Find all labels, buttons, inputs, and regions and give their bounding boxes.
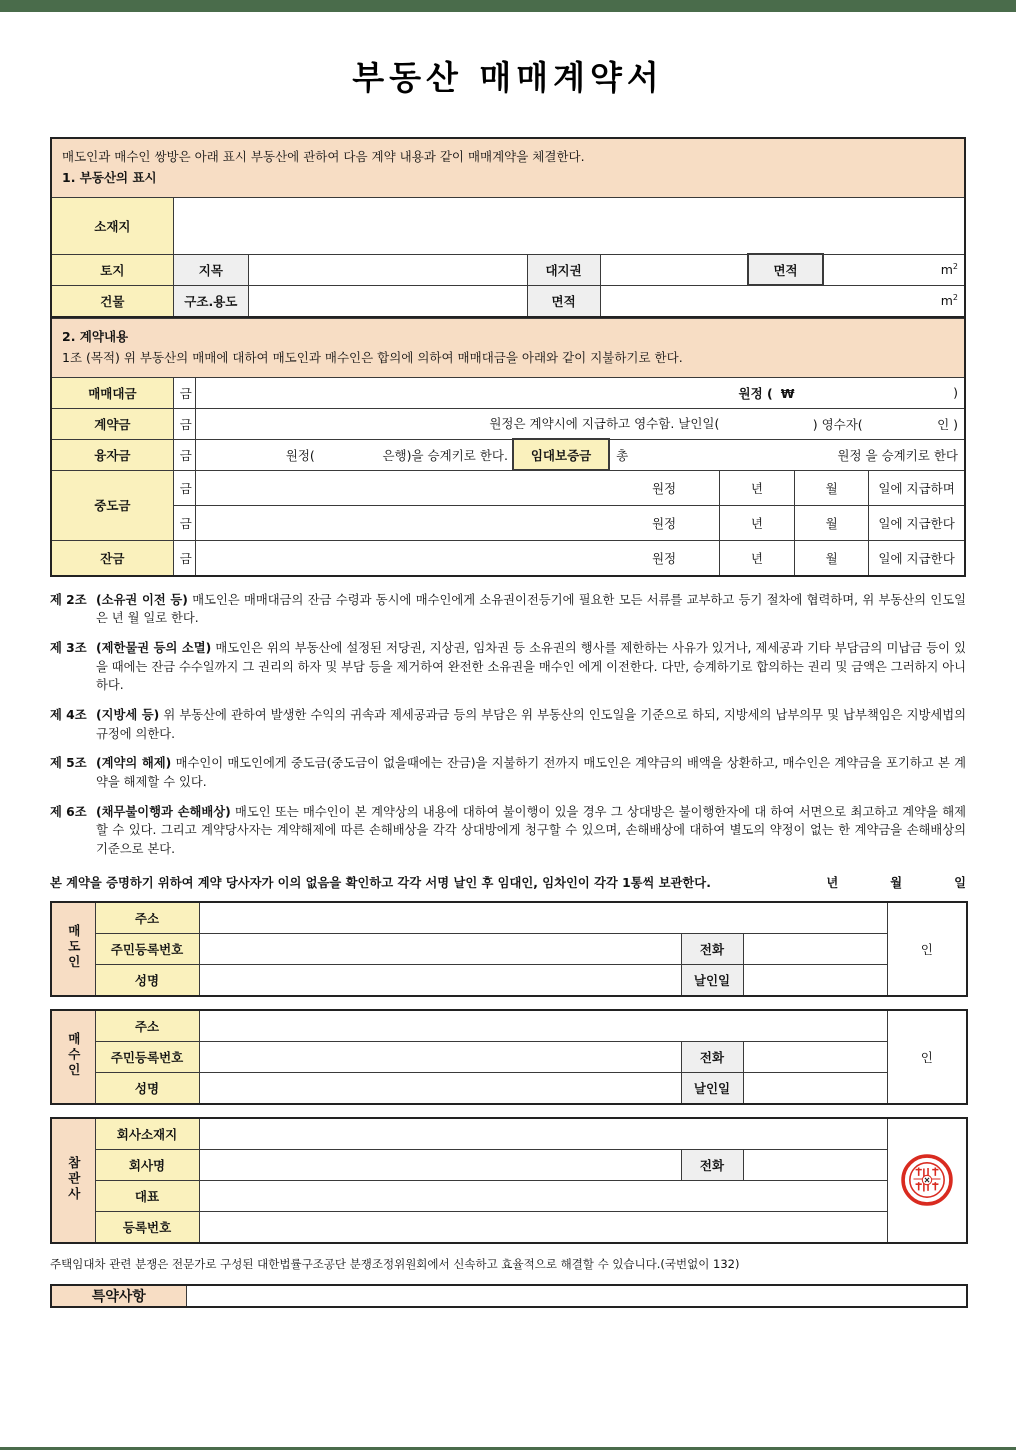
clause-item <box>50 706 966 743</box>
clause-text <box>96 706 966 743</box>
field-interim-1-day[interactable] <box>869 470 965 505</box>
clause-number: 제 4조 <box>50 707 87 722</box>
label-interim-payment: 중도금 <box>51 470 173 540</box>
table-row <box>51 377 965 408</box>
label-seller <box>51 902 95 996</box>
prefix-geum: 금 <box>173 377 195 408</box>
seal-mark-text: 인 <box>920 941 933 957</box>
clause-item <box>50 591 966 628</box>
field-buyer-phone[interactable] <box>743 1041 887 1072</box>
label-year: 년 <box>750 550 763 566</box>
label-wonjeong: 원정 <box>609 470 719 505</box>
text-in-close: 인 ) <box>937 416 958 432</box>
field-down-payment[interactable] <box>195 408 719 439</box>
label-buyer-id: 주민등록번호 <box>95 1041 199 1072</box>
clause-title: (계약의 해제) <box>96 756 172 771</box>
table-row <box>51 1211 967 1243</box>
label-site-right: 대지권 <box>527 254 600 285</box>
field-land-area[interactable] <box>823 254 965 285</box>
prefix-geum: 금 <box>173 470 195 505</box>
clause-text <box>96 803 966 859</box>
field-loan[interactable] <box>195 439 513 470</box>
contract-band-line-2: 1조 (목적) 위 부동산의 매매에 대하여 매도인과 매수인은 합의에 의하여 매매대금을 아래와 같이 지불하기로 한다. <box>62 350 683 366</box>
table-row <box>51 1072 967 1104</box>
company-seal-icon <box>901 1154 953 1206</box>
field-interim-2-day[interactable] <box>869 505 965 540</box>
table-row <box>51 1041 967 1072</box>
table-row <box>51 540 965 576</box>
field-structure-use[interactable] <box>248 285 527 317</box>
clause-content: 위 부동산에 관하여 발생한 수익의 귀속과 제세공과금 등의 부담은 위 부동산의 인도일을 기준으로 하되, 지방세의 납부의무 및 납부책임은 지방세법의 규정에 의한다. <box>96 707 966 741</box>
intro-line-1: 매도인과 매수인 쌍방은 아래 표시 부동산에 관하여 다음 계약 내용과 같이 매매계약을 체결한다. <box>62 149 585 164</box>
document-page <box>0 12 1016 1308</box>
field-seller-address[interactable] <box>199 902 887 934</box>
label-balance: 잔금 <box>51 540 173 576</box>
field-building-area[interactable] <box>600 285 965 317</box>
field-rent-deposit[interactable] <box>719 439 965 470</box>
field-buyer-address[interactable] <box>199 1010 887 1042</box>
text-down-payment-receipt: 원정은 계약시에 지급하고 영수함. 날인일( <box>489 416 720 432</box>
label-year: 년 <box>750 515 763 531</box>
label-month: 월 <box>825 550 838 566</box>
field-seller-name[interactable] <box>199 964 681 996</box>
label-buyer-sealdate: 날인일 <box>681 1072 743 1104</box>
seal-mark-text: 인 <box>920 1049 933 1065</box>
field-balance-year[interactable] <box>719 540 794 576</box>
label-down-payment: 계약금 <box>51 408 173 439</box>
unit-sqm-exponent: 2 <box>952 262 958 272</box>
clause-content: 매도인은 매매대금의 잔금 수령과 동시에 매수인에게 소유권이전등기에 필요한 모든 서류를 교부하고 등기 절차에 협력하며, 위 부동산의 인도일은 년 월 일로 한다. <box>96 592 966 626</box>
field-special-terms[interactable] <box>186 1285 967 1307</box>
table-row <box>51 902 967 934</box>
field-site-right[interactable] <box>600 254 748 285</box>
clause-title: (소유권 이전 등) <box>96 592 188 607</box>
prefix-geum: 금 <box>173 505 195 540</box>
label-building-area: 면적 <box>527 285 600 317</box>
text-rent-succeed: 원정 을 승계키로 한다 <box>837 447 958 463</box>
won-symbol-icon: ₩ <box>780 385 795 401</box>
field-land-category[interactable] <box>248 254 527 285</box>
table-row <box>51 254 965 285</box>
field-seller-phone[interactable] <box>743 933 887 964</box>
field-representative[interactable] <box>199 1180 887 1211</box>
label-buyer-name: 성명 <box>95 1072 199 1104</box>
field-purchase-price-numeric[interactable] <box>795 377 965 408</box>
field-balance-month[interactable] <box>795 540 869 576</box>
label-seller-phone: 전화 <box>681 933 743 964</box>
field-broker-seal[interactable] <box>887 1118 967 1243</box>
broker-table <box>50 1117 968 1244</box>
field-buyer-name[interactable] <box>199 1072 681 1104</box>
text-loan-bank: 은행)을 승계키로 한다. <box>382 447 508 463</box>
table-row <box>51 1285 967 1307</box>
prefix-geum: 금 <box>173 439 195 470</box>
field-registration-number[interactable] <box>199 1211 887 1243</box>
label-land: 토지 <box>51 254 173 285</box>
contract-band-line-1: 2. 계약내용 <box>62 328 129 344</box>
page-title: 부동산 매매계약서 <box>352 58 664 97</box>
label-company-phone: 전화 <box>681 1149 743 1180</box>
label-land-category: 지목 <box>173 254 248 285</box>
unit-sqm: m <box>940 262 953 278</box>
label-year: 년 <box>750 480 763 496</box>
clause-number: 제 6조 <box>50 804 87 819</box>
label-month: 월 <box>825 515 838 531</box>
table-row <box>51 408 965 439</box>
clause-number: 제 5조 <box>50 756 87 771</box>
clause-title: (지방세 등) <box>96 707 160 722</box>
field-buyer-id[interactable] <box>199 1041 681 1072</box>
field-receiver[interactable] <box>869 408 965 439</box>
contract-table <box>50 318 966 577</box>
field-interim-1[interactable] <box>195 470 609 505</box>
clause-text <box>96 639 966 695</box>
field-interim-2[interactable] <box>195 505 609 540</box>
field-seller-id[interactable] <box>199 933 681 964</box>
label-paren-close: ) <box>953 385 958 400</box>
table-row <box>51 439 965 470</box>
table-row <box>51 1010 967 1042</box>
field-company-name[interactable] <box>199 1149 681 1180</box>
intro-band-row <box>51 138 965 197</box>
field-balance-day[interactable] <box>869 540 965 576</box>
table-row <box>51 470 965 505</box>
page-top-border <box>0 0 1016 12</box>
table-row <box>51 1149 967 1180</box>
field-purchase-price[interactable] <box>195 377 794 408</box>
text-loan-wonjeong: 원정( <box>285 447 315 463</box>
table-row <box>51 505 965 540</box>
prefix-geum: 금 <box>173 408 195 439</box>
clauses-section <box>50 591 966 859</box>
label-land-area: 면적 <box>748 254 822 285</box>
table-row <box>51 933 967 964</box>
clause-item <box>50 754 966 791</box>
label-wonjeong-open: 원정 ( <box>738 385 773 401</box>
clause-title: (채무불이행과 손해배상) <box>96 804 231 819</box>
field-company-phone[interactable] <box>743 1149 887 1180</box>
clause-item <box>50 803 966 859</box>
clause-number: 제 2조 <box>50 592 87 607</box>
field-buyer-sealdate[interactable] <box>743 1072 887 1104</box>
unit-sqm-exponent: 2 <box>952 293 958 303</box>
clause-item <box>50 639 966 695</box>
label-special-terms: 특약사항 <box>51 1285 186 1307</box>
label-broker <box>51 1118 95 1243</box>
label-seller-address: 주소 <box>95 902 199 934</box>
field-buyer-seal[interactable] <box>887 1010 967 1104</box>
field-seller-seal[interactable] <box>887 902 967 996</box>
special-terms-table <box>50 1284 968 1308</box>
certification-text: 본 계약을 증명하기 위하여 계약 당사자가 이의 없음을 확인하고 각각 서명 날인 후 임대인, 임차인이 각각 1통씩 보관한다. <box>50 875 711 890</box>
clause-number: 제 3조 <box>50 640 87 655</box>
label-wonjeong: 원정 <box>609 505 719 540</box>
label-purchase-price: 매매대금 <box>51 377 173 408</box>
label-building: 건물 <box>51 285 173 317</box>
clause-content: 매수인이 매도인에게 중도금(중도금이 없을때에는 잔금)을 지불하기 전까지 매도인은 계약금의 배액을 상환하고, 매수인은 계약금을 포기하고 본 계약을 해제할 수 있다. <box>96 756 966 789</box>
label-loan: 융자금 <box>51 439 173 470</box>
label-company-address: 회사소재지 <box>95 1118 199 1150</box>
label-broker-text: 참관사 <box>66 1155 82 1202</box>
label-buyer <box>51 1010 95 1104</box>
field-interim-2-year[interactable] <box>719 505 794 540</box>
label-registration-number: 등록번호 <box>95 1211 199 1243</box>
label-rent-total: 총 <box>609 439 719 470</box>
cert-day[interactable]: 일 <box>954 875 966 890</box>
field-interim-2-month[interactable] <box>795 505 869 540</box>
label-wonjeong: 원정 <box>609 540 719 576</box>
label-seller-sealdate: 날인일 <box>681 964 743 996</box>
label-day-pay: 일에 지급한다 <box>878 550 955 566</box>
label-seller-id: 주민등록번호 <box>95 933 199 964</box>
label-buyer-text: 매수인 <box>66 1032 82 1079</box>
certification-dates <box>826 873 966 891</box>
label-month: 월 <box>825 480 838 496</box>
label-representative: 대표 <box>95 1180 199 1211</box>
footnote: 주택임대차 관련 분쟁은 전문가로 구성된 대한법률구조공단 분쟁조정위원회에서 신속하고 효율적으로 해결할 수 있습니다.(국번없이 132) <box>50 1256 740 1271</box>
table-row <box>51 964 967 996</box>
label-company-name: 회사명 <box>95 1149 199 1180</box>
field-interim-1-month[interactable] <box>795 470 869 505</box>
text-receiver-open: ) 영수자( <box>812 416 863 432</box>
unit-sqm: m <box>940 293 953 309</box>
field-interim-1-year[interactable] <box>719 470 794 505</box>
intro-line-2: 1. 부동산의 표시 <box>62 170 157 186</box>
clause-text <box>96 591 966 628</box>
label-buyer-phone: 전화 <box>681 1041 743 1072</box>
seller-table <box>50 901 968 997</box>
label-location: 소재지 <box>51 197 173 254</box>
table-row <box>51 285 965 317</box>
label-day-pay: 일에 지급한다 <box>878 515 955 531</box>
clause-content: 매도인은 위의 부동산에 설정된 저당권, 지상권, 임차권 등 소유권의 행사를 제한하는 사유가 있거나, 제세공과 기타 부담금의 미납금 등이 있을 때에는 잔금 수수일까지 그 권리의 하자 및 부담 등을 제거하여 완전한 소유권을 매수인 에게 이전한다. 다만, 승계하기로 합의하는 권리 및 금액은 그러하지 아니하다. <box>96 640 967 693</box>
table-row <box>51 1180 967 1211</box>
certification-line <box>50 873 966 891</box>
clause-content: 매도인 또는 매수인이 본 계약상의 내용에 대하여 불이행이 있을 경우 그 상대방은 불이행한자에 대 하여 서면으로 최고하고 계약을 해제할 수 있다. 그리고 계약당사자는 계약해제에 따른 손해배상을 각각 상대방에게 청구할 수 있으며, 손해배상에 대하여 별도의 약정이 없는 한 계약금을 손해배상의 기준으로 본다. <box>96 804 966 857</box>
field-company-address[interactable] <box>199 1118 887 1150</box>
field-sealdate[interactable] <box>719 408 868 439</box>
label-buyer-address: 주소 <box>95 1010 199 1042</box>
label-seller-text: 매도인 <box>66 924 82 971</box>
label-seller-name: 성명 <box>95 964 199 996</box>
contract-band-row <box>51 318 965 377</box>
label-structure-use: 구조.용도 <box>173 285 248 317</box>
field-location[interactable] <box>173 197 965 254</box>
prefix-geum: 금 <box>173 540 195 576</box>
label-day-pay: 일에 지급하며 <box>878 480 955 496</box>
property-table <box>50 137 966 318</box>
label-rent-deposit: 임대보증금 <box>513 439 609 470</box>
buyer-table <box>50 1009 968 1105</box>
clause-text <box>96 754 966 791</box>
cert-month[interactable]: 월 <box>890 875 903 890</box>
field-seller-sealdate[interactable] <box>743 964 887 996</box>
clause-title: (제한물권 등의 소멸) <box>96 640 212 655</box>
table-row <box>51 1118 967 1150</box>
field-balance[interactable] <box>195 540 609 576</box>
table-row <box>51 197 965 254</box>
cert-year[interactable]: 년 <box>826 875 839 890</box>
